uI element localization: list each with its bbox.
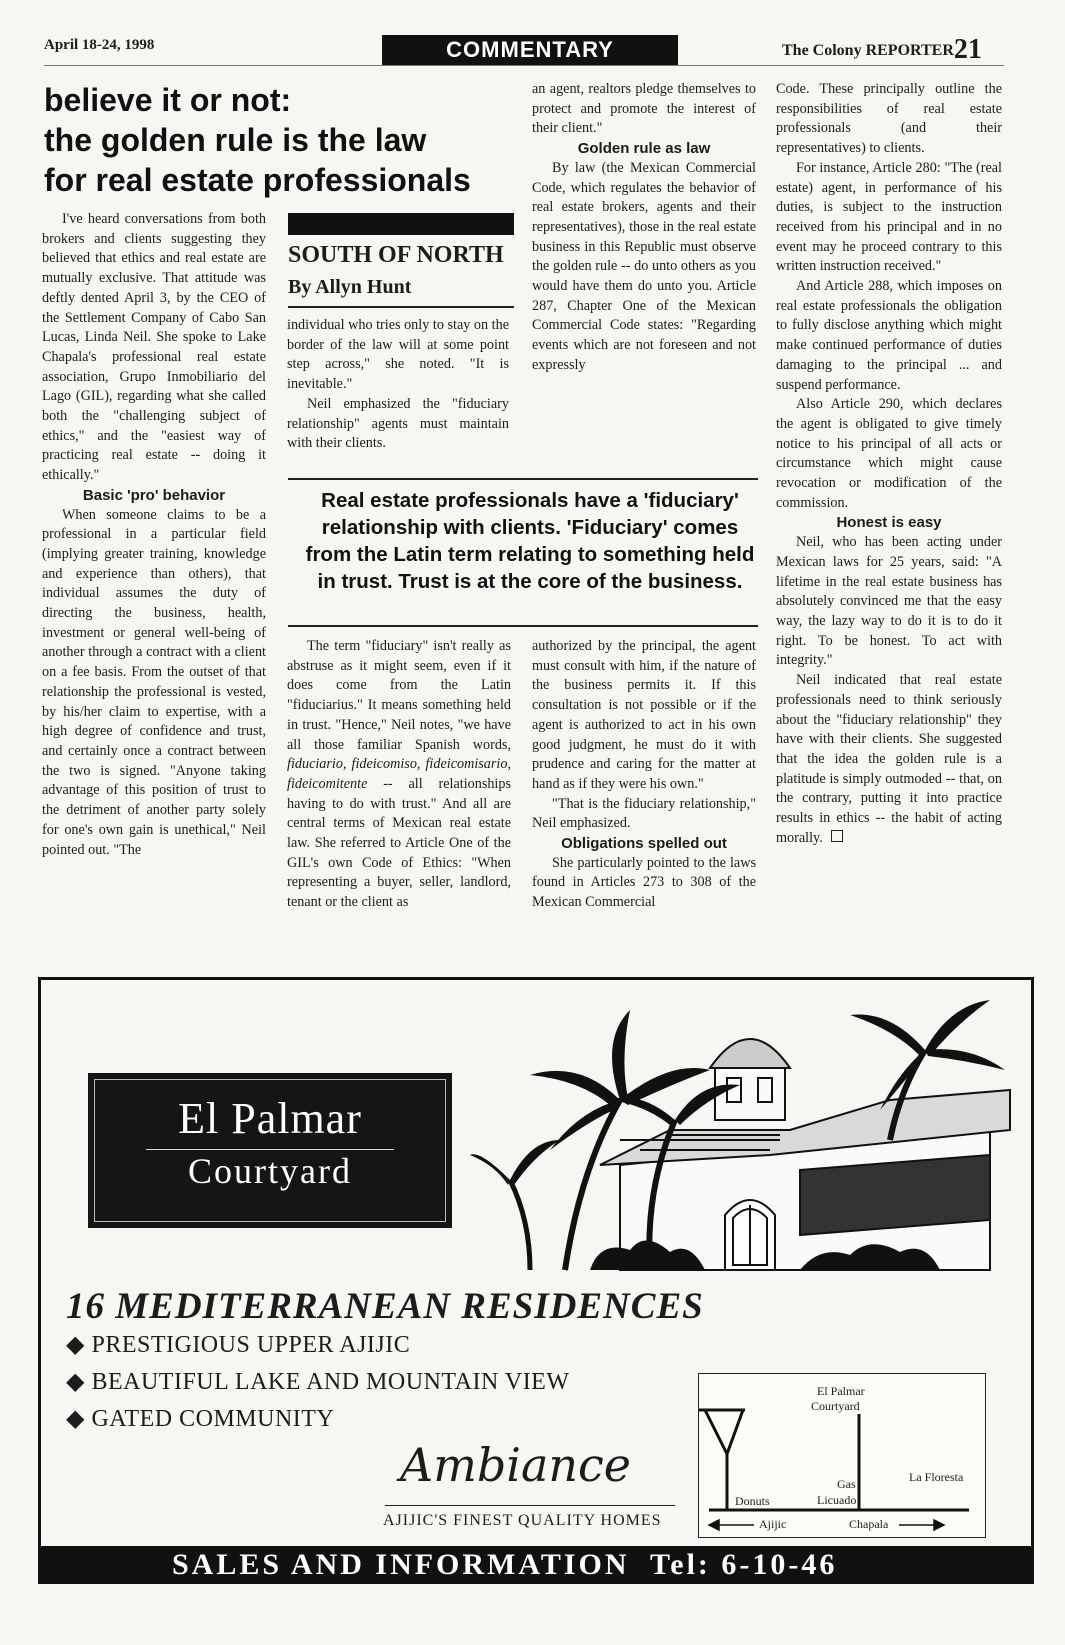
paragraph-text: Neil indicated that real estate professionals need to think seriously about the "fiduciary relationship" they have with their clients. She suggested that the idea the golden rule is a platitude is simply outmoded -- that, on the contrary, putting it into practice results in ethics -- the habit of acting morally. — [776, 672, 1002, 846]
pullquote-bottom-rule — [288, 625, 758, 627]
bullet-text: BEAUTIFUL LAKE AND MOUNTAIN VIEW — [91, 1369, 570, 1395]
paragraph-text: -- all relationships having to do with trust." And all are central terms of Mexican real estate law. She referred to Article One of the GIL's own Code of Ethics: "When representing a buyer, seller, landlord, tenant or the client as — [287, 775, 511, 911]
paragraph: Neil emphasized the "fiduciary relationship" agents must maintain with their clients. — [287, 395, 509, 452]
logo-line-1: El Palmar — [178, 1094, 362, 1143]
paragraph: I've heard conversations from both brokers and clients suggesting they believed that ethics and real estate are mutually exclusive. That attitude was deftly dented April 3, by the CEO of the Settlement Company of Cabo San Lucas, Linda Neil. She spoke to Lake Chapala's professional real estate association, Grupo Inmobiliario del Lago (GIL), regarding what she called both the "challenging subject of ethics," and the "easiest way of practicing real estate -- doing it ethically." — [42, 211, 266, 484]
paragraph: And Article 288, which imposes on real estate professionals the obligation to fully disclose anything which might make continued performance of duties damaging to the principal ... and suspend performance. — [776, 278, 1002, 393]
headline-line-2: the golden rule is the law — [44, 122, 427, 158]
paper-title: The Colony REPORTER — [782, 42, 954, 59]
map-label-ajijic: Ajijic — [759, 1517, 787, 1531]
paragraph: By law (the Mexican Commercial Code, which regulates the behavior of real estate brokers, agents and their representatives), those in the real estate business in this Republic must observe the golden rule -- do unto others as you would have them do unto you. Article 287, Chapter One of the Mexican Commercial Code states: "Regarding events which are not foreseen and not expressly — [532, 159, 756, 373]
paragraph: individual who tries only to stay on the border of the law will at some point step across," she noted. "It is inevitable." — [287, 317, 509, 393]
pullquote-top-rule — [288, 478, 758, 480]
map-label-donuts: Donuts — [735, 1494, 770, 1508]
article-column-6 — [532, 637, 756, 913]
el-palmar-logo — [88, 1073, 452, 1228]
map-label-gas: Gas — [837, 1477, 856, 1491]
article-column-1 — [42, 210, 266, 860]
paragraph: For instance, Article 280: "The (real estate) agent, in performance of his duties, is subject to the instruction received from his principal and in no event may he proceed contrary to this written instruction received." — [776, 159, 1002, 275]
page-number: 21 — [953, 34, 982, 65]
headline-line-1: believe it or not: — [44, 82, 292, 118]
byline-rule — [288, 306, 514, 308]
paragraph-text: The term "fiduciary" isn't really as abstruse as it might seem, even if it does come from the Latin "fiduciarius." It means something held in trust. "Hence," Neil notes, "we have all those familiar Spanish words, — [287, 638, 511, 753]
ad-bullet — [66, 1367, 570, 1396]
villa-illustration — [470, 990, 1015, 1280]
article-column-5 — [287, 637, 511, 913]
bullet-text: GATED COMMUNITY — [91, 1406, 335, 1432]
issue-date: April 18-24, 1998 — [44, 37, 155, 53]
column-bar — [288, 213, 514, 235]
paragraph: Neil, who has been acting under Mexican laws for 25 years, said: "A lifetime in the real estate business has absolutely convinced me that the easy way, the lazy way to do it is to do it right. To be honest. To act with integrity." — [776, 534, 1002, 669]
logo-line-2: Courtyard — [188, 1151, 352, 1191]
paragraph: Code. These principally outline the responsibilities of real estate professionals (and their representatives) to clients. — [776, 81, 1002, 157]
map-label-title-1: El Palmar — [817, 1384, 865, 1398]
headline — [44, 80, 534, 200]
header-rule — [44, 65, 1004, 66]
paragraph: Also Article 290, which declares the agent is obligated to give timely notice to his principal of all acts or circumstance which might cause revocation or modification of the commission. — [776, 396, 1002, 511]
footer-phone: Tel: 6-10-46 — [650, 1548, 838, 1581]
article-column-2 — [287, 316, 509, 454]
paragraph: "That is the fiduciary relationship," Neil emphasized. — [532, 795, 756, 832]
ad-bullet — [66, 1404, 334, 1433]
article-column-4 — [776, 80, 1002, 848]
spanish-terms: fiduciario, fideicomiso, fideicomisario, fideicomitente — [287, 756, 511, 792]
paragraph — [287, 637, 511, 913]
paper-name — [782, 34, 982, 66]
paragraph: authorized by the principal, the agent must consult with him, if the nature of the business permits it. If this consultation is not possible or if the agent is authorized to act in his own good judgment, he must do it with prudence and caring for the matter at hand as if they were his own." — [532, 638, 756, 792]
map-label-licuado: Licuado — [817, 1493, 857, 1507]
paragraph: an agent, realtors pledge themselves to protect and promote the interest of their client." — [532, 81, 756, 137]
ad-headline: 16 MEDITERRANEAN RESIDENCES — [66, 1286, 704, 1327]
map-label-floresta: La Floresta — [909, 1470, 964, 1484]
subhead-basic-pro: Basic 'pro' behavior — [82, 486, 226, 504]
paragraph: When someone claims to be a professional in a particular field (implying greater training, knowledge and experience than others), that individual assumes the duty of directing the business, health, investment or general well-being of another through a contract with a client on a fee basis. From the outset of that relationship the professional is vested, by his/her claim to expertise, with a high degree of confidence and trust, and certainly once a contract between the two is signed. "Anyone taking advantage of this position of trust to the detriment of another party solely for one's own gain is unethical," Neil pointed out. "The — [42, 506, 266, 858]
subhead-golden-rule: Golden rule as law — [577, 140, 711, 158]
ad-bullet — [66, 1330, 410, 1359]
location-map — [698, 1373, 986, 1538]
subhead-honest: Honest is easy — [836, 514, 942, 532]
headline-line-3: for real estate professionals — [44, 162, 471, 198]
diamond-bullet-icon: ◆ — [66, 1406, 92, 1432]
column-title: SOUTH OF NORTH — [288, 242, 504, 268]
pull-quote: Real estate professionals have a 'fiduciary' relationship with clients. 'Fiduciary' comes from the Latin term relating to something held in trust. Trust is at the core of the business. — [305, 489, 755, 593]
ad-footer-bar — [38, 1546, 1034, 1584]
end-mark-icon — [831, 830, 843, 842]
map-label-chapala: Chapala — [849, 1517, 889, 1531]
article-column-3 — [532, 80, 756, 376]
subhead-obligations: Obligations spelled out — [561, 835, 727, 853]
bullet-text: PRESTIGIOUS UPPER AJIJIC — [91, 1332, 411, 1358]
ambiance-logo: Ambiance — [400, 1438, 632, 1492]
paragraph: She particularly pointed to the laws found in Articles 273 to 308 of the Mexican Commercial — [532, 854, 756, 911]
diamond-bullet-icon: ◆ — [66, 1332, 92, 1358]
map-label-title-2: Courtyard — [811, 1399, 860, 1413]
byline: By Allyn Hunt — [288, 276, 412, 298]
brand-rule — [385, 1505, 675, 1506]
footer-label: SALES AND INFORMATION — [172, 1548, 630, 1581]
diamond-bullet-icon: ◆ — [66, 1369, 92, 1395]
paragraph — [776, 671, 1002, 848]
brand-tagline: AJIJIC'S FINEST QUALITY HOMES — [383, 1512, 662, 1529]
section-label: COMMENTARY — [382, 35, 678, 65]
